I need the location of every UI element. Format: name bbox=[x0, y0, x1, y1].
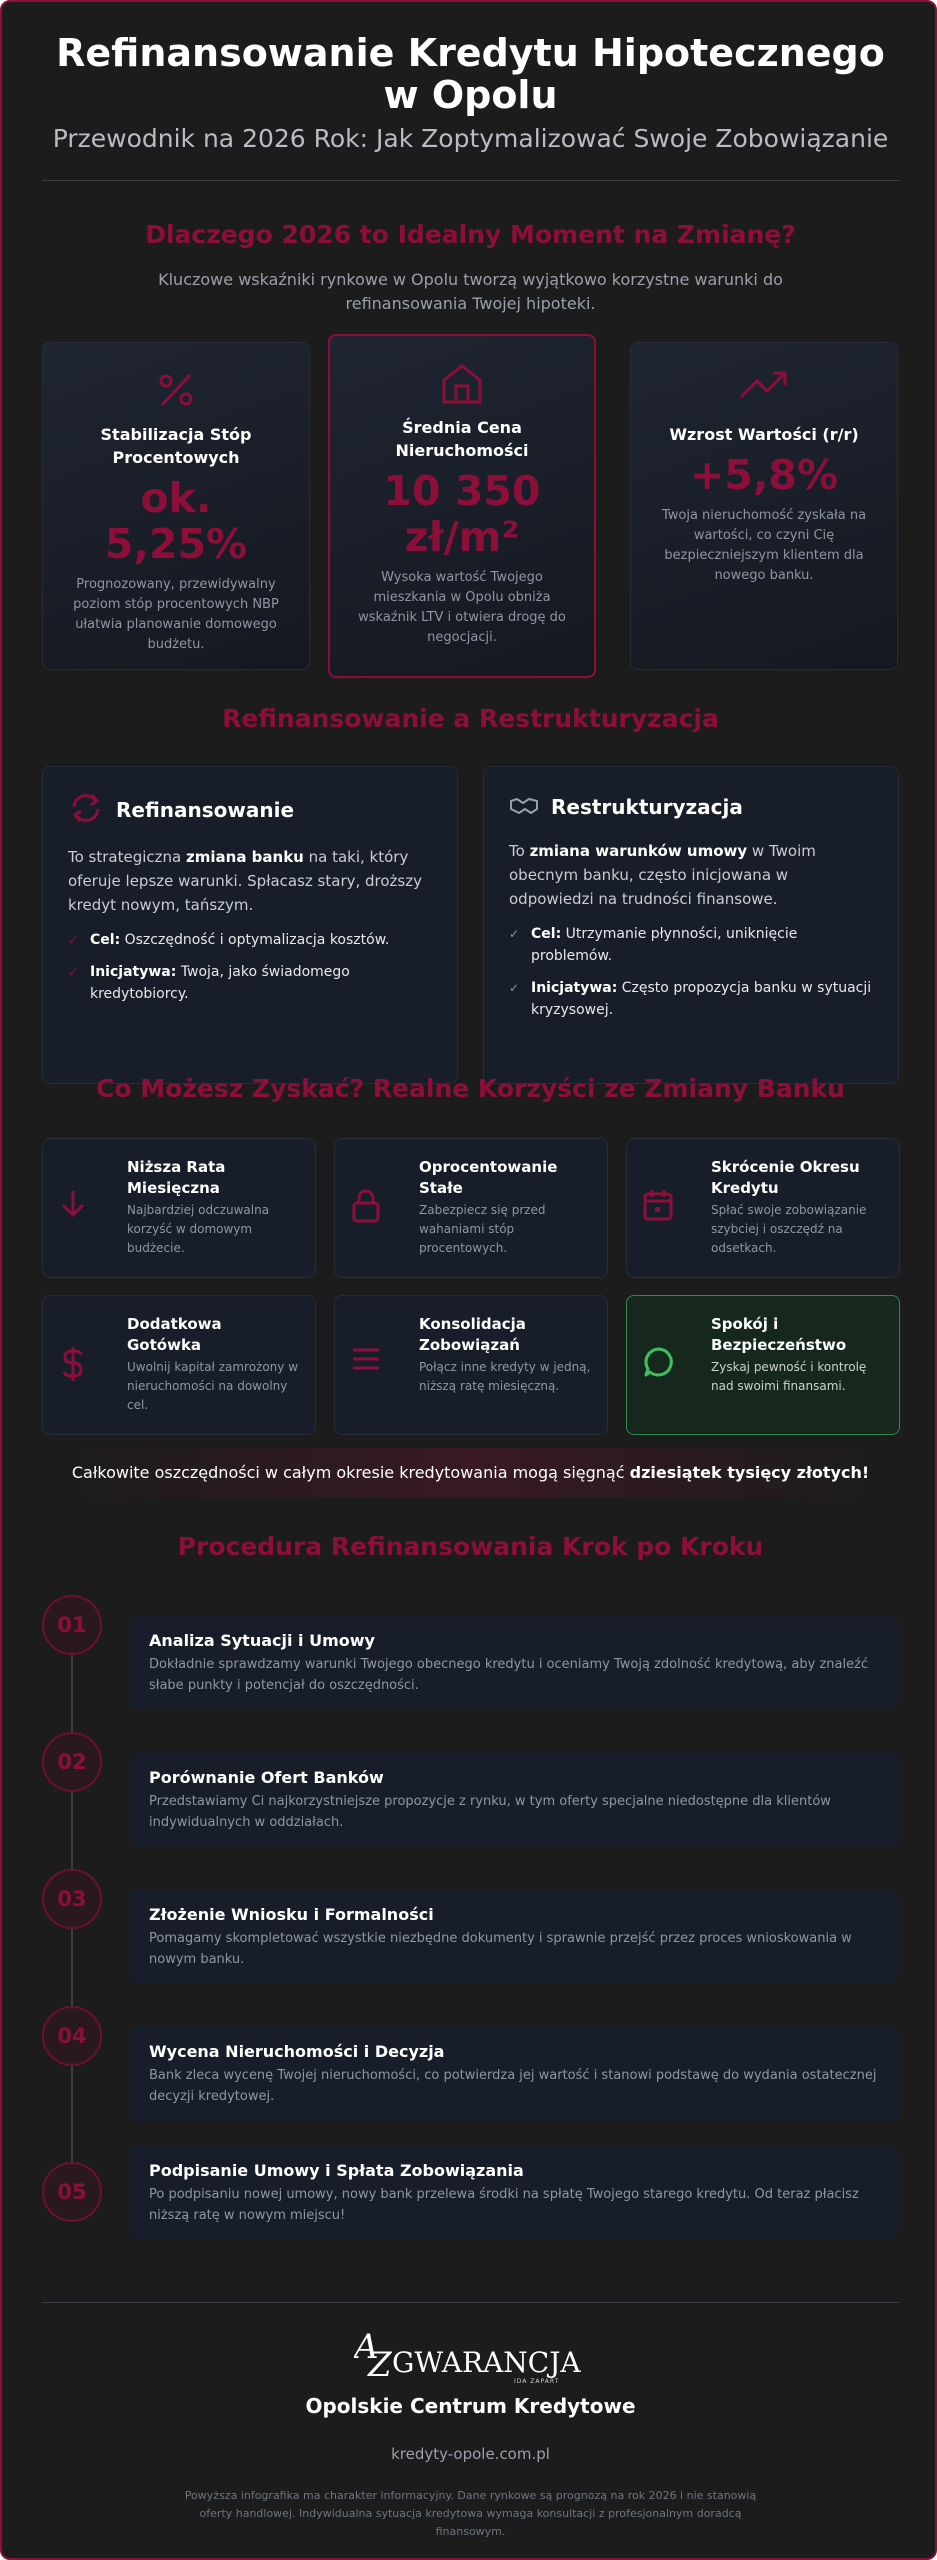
calendar-icon bbox=[643, 1157, 681, 1277]
trend-up-icon bbox=[651, 369, 877, 411]
restructuring-title: Restrukturyzacja bbox=[551, 795, 743, 819]
refinancing-title: Refinansowanie bbox=[116, 798, 295, 822]
benefit-card: Skrócenie Okresu Kredytu Spłać swoje zobowiązanie szybciej i oszczędź na odsetkach. bbox=[626, 1138, 900, 1278]
page-subtitle: Przewodnik na 2026 Rok: Jak Zoptymalizować Swoje Zobowiązanie bbox=[52, 124, 889, 153]
stat-label: Wzrost Wartości (r/r) bbox=[669, 425, 859, 444]
why-lead: Kluczowe wskaźniki rynkowe w Opolu tworzą wyjątkowo korzystne warunki do refinansowania Twojej hipoteki. bbox=[158, 270, 783, 313]
step-card: Złożenie Wniosku i Formalności Pomagamy skompletować wszystkie niezbędne dokumenty i sprawnie przejść przez proces wnioskowania w nowym banku. bbox=[129, 1889, 899, 1984]
divider bbox=[42, 180, 899, 181]
benefit-card: Oprocentowanie Stałe Zabezpiecz się przed wahaniami stóp procentowych. bbox=[334, 1138, 608, 1278]
step-number: 05 bbox=[42, 2162, 102, 2222]
logo-text: GWARANCJA bbox=[391, 2346, 581, 2379]
arrow-down-icon bbox=[59, 1157, 97, 1277]
chat-icon bbox=[643, 1314, 681, 1434]
stat-card-growth bbox=[630, 342, 898, 670]
why-heading: Dlaczego 2026 to Idealny Moment na Zmianę? bbox=[145, 220, 796, 249]
refinancing-text: To strategiczna zmiana banku na taki, który oferuje lepsze warunki. Spłacasz stary, droższy kredyt nowym, tańszym. bbox=[68, 848, 422, 914]
step-number: 01 bbox=[42, 1595, 102, 1655]
restructuring-card bbox=[483, 766, 899, 1084]
refinancing-card bbox=[42, 766, 458, 1084]
stat-card-price bbox=[328, 334, 596, 678]
benefit-card: Spokój i Bezpieczeństwo Zyskaj pewność i kontrolę nad swoimi finansami. bbox=[626, 1295, 900, 1435]
refresh-icon bbox=[68, 793, 104, 827]
stat-value: +5,8% bbox=[689, 451, 839, 499]
savings-banner: Całkowite oszczędności w całym okresie kredytowania mogą sięgnąć dziesiątek tysięcy złotych! bbox=[62, 1448, 879, 1498]
list-item: ✓ Cel: Utrzymanie płynności, uniknięcie problemów. bbox=[509, 926, 798, 964]
dollar-icon bbox=[59, 1314, 97, 1434]
step-card: Podpisanie Umowy i Spłata Zobowiązania Po podpisaniu nowej umowy, nowy bank przelewa środki na spłatę Twojego starego kredytu. Od teraz płacisz niższą ratę w nowym miejscu! bbox=[129, 2145, 899, 2240]
handshake-icon bbox=[509, 793, 539, 821]
step-number: 04 bbox=[42, 2006, 102, 2066]
benefit-card: Konsolidacja Zobowiązań Połącz inne kredyty w jedną, niższą ratę miesięczną. bbox=[334, 1295, 608, 1435]
compare-heading: Refinansowanie a Restrukturyzacja bbox=[222, 704, 719, 733]
list-item: ✓ Cel: Oszczędność i optymalizacja kosztów. bbox=[68, 932, 390, 948]
benefit-card: Dodatkowa Gotówka Uwolnij kapitał zamrożony w nieruchomości na dowolny cel. bbox=[42, 1295, 316, 1435]
benefit-card: Niższa Rata Miesięczna Najbardziej odczuwalna korzyść w domowym budżecie. bbox=[42, 1138, 316, 1278]
website-link[interactable]: kredyty-opole.com.pl bbox=[391, 2445, 550, 2463]
stat-label: Średnia Cena Nieruchomości bbox=[395, 418, 529, 460]
list-icon bbox=[351, 1314, 389, 1434]
list-item: ✓ Inicjatywa: Często propozycja banku w sytuacji kryzysowej. bbox=[509, 980, 872, 1018]
stat-desc: Prognozowany, przewidywalny poziom stóp procentowych NBP ułatwia planowanie domowego budżetu. bbox=[73, 577, 279, 652]
house-icon bbox=[350, 362, 574, 404]
step-card: Porównanie Ofert Banków Przedstawiamy Ci najkorzystniejsze propozycje z rynku, w tym oferty specjalne niedostępne dla klientów indywidualnych w oddziałach. bbox=[129, 1752, 899, 1847]
benefits-heading: Co Możesz Zyskać? Realne Korzyści ze Zmiany Banku bbox=[96, 1074, 845, 1103]
stat-value: ok. 5,25% bbox=[104, 474, 248, 568]
logo-tagline: IDA ZAPART bbox=[513, 2378, 559, 2384]
stat-label: Stabilizacja Stóp Procentowych bbox=[100, 425, 252, 467]
restructuring-text: To zmiana warunków umowy w Twoim obecnym banku, często inicjowana w odpowiedzi na trudności finansowe. bbox=[509, 842, 816, 908]
step-card: Wycena Nieruchomości i Decyzja Bank zleca wycenę Twojej nieruchomości, co potwierdza jej wartość i stanowi podstawę do wydania ostatecznej decyzji kredytowej. bbox=[129, 2026, 899, 2121]
percent-icon bbox=[63, 369, 289, 411]
disclaimer: Powyższa infografika ma charakter informacyjny. Dane rynkowe są prognozą na rok 2026 i nie stanowią oferty handlowej. Indywidualna sytuacja kredytowa wymaga konsultacji z profesjonalnym doradcą finansowym. bbox=[184, 2489, 757, 2538]
stat-desc: Wysoka wartość Twojego mieszkania w Opolu obniża wskaźnik LTV i otwiera drogę do negocjacji. bbox=[358, 570, 566, 645]
step-number: 03 bbox=[42, 1869, 102, 1929]
divider bbox=[42, 2302, 899, 2303]
lock-icon bbox=[351, 1157, 389, 1277]
brand-name: Opolskie Centrum Kredytowe bbox=[305, 2394, 636, 2418]
stat-desc: Twoja nieruchomość zyskała na wartości, co czyni Cię bezpieczniejszym klientem dla nowego banku. bbox=[661, 508, 867, 583]
svg-text:A: A bbox=[353, 2328, 379, 2367]
page-title: Refinansowanie Kredytu Hipotecznego w Opolu bbox=[56, 31, 885, 117]
procedure-heading: Procedura Refinansowania Krok po Kroku bbox=[177, 1532, 764, 1561]
stat-value: 10 350 zł/m² bbox=[383, 467, 541, 561]
stat-card-rates bbox=[42, 342, 310, 670]
step-number: 02 bbox=[42, 1732, 102, 1792]
gwarancja-logo bbox=[2, 2328, 935, 2384]
svg-text:Z: Z bbox=[367, 2345, 392, 2384]
step-card: Analiza Sytuacji i Umowy Dokładnie sprawdzamy warunki Twojego obecnego kredytu i oceniamy Twoją zdolność kredytową, aby znaleźć słabe punkty i potencjał do oszczędności. bbox=[129, 1615, 899, 1710]
list-item: ✓ Inicjatywa: Twoja, jako świadomego kredytobiorcy. bbox=[68, 964, 350, 1002]
